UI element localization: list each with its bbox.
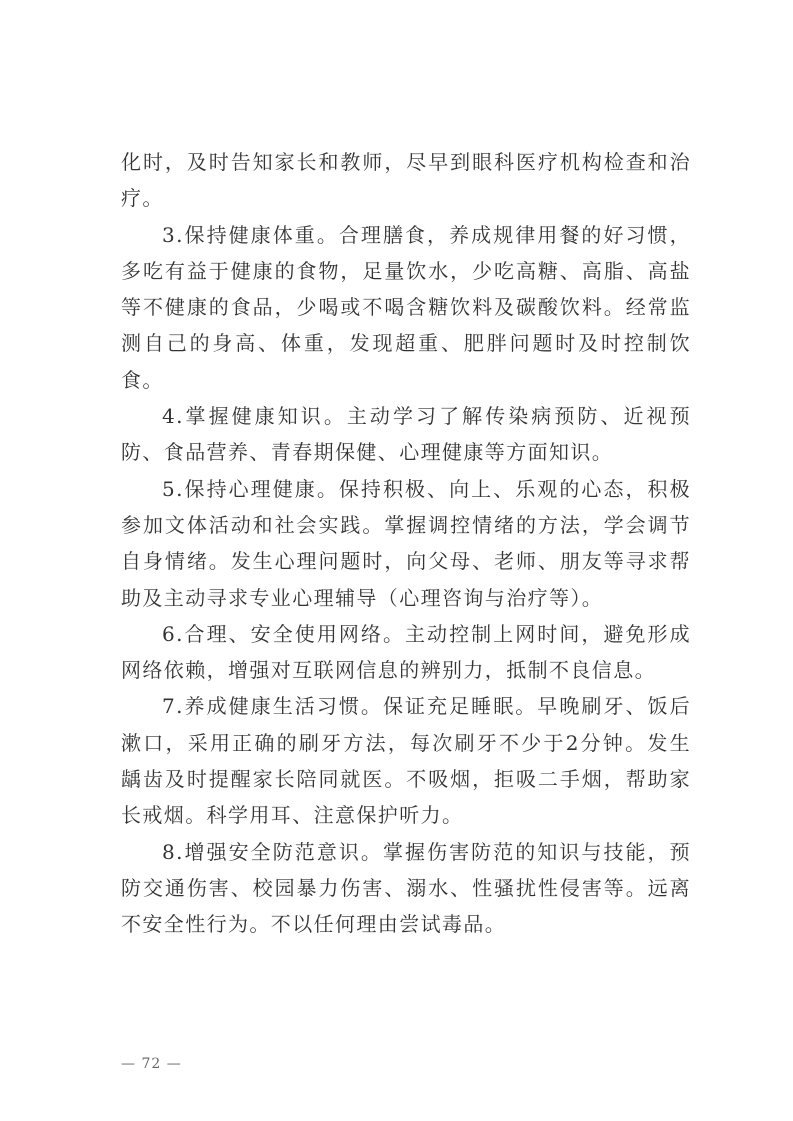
page-number: — 72 — [121,1056,182,1072]
paragraph-mental-health: 5.保持心理健康。保持积极、向上、乐观的心态，积极参加文体活动和社会实践。掌握调控情绪的方法，学会调节自身情绪。发生心理问题时，向父母、老师、朋友等寻求帮助及主动寻求专业心理辅导（心理咨询与治疗等）。 [121,476,691,610]
paragraph-internet-use: 6.合理、安全使用网络。主动控制上网时间，避免形成网络依赖，增强对互联网信息的辨别力，抵制不良信息。 [121,621,691,683]
paragraph-safety-awareness: 8.增强安全防范意识。掌握伤害防范的知识与技能，预防交通伤害、校园暴力伤害、溺水、性骚扰性侵害等。远离不安全性行为。不以任何理由尝试毒品。 [121,839,691,937]
paragraph-healthy-weight: 3.保持健康体重。合理膳食，养成规律用餐的好习惯，多吃有益于健康的食物，足量饮水，少吃高糖、高脂、高盐等不健康的食品，少喝或不喝含糖饮料及碳酸饮料。经常监测自己的身高、体重，发现超重、肥胖问题时及时控制饮食。 [121,222,691,392]
paragraph-continuation: 化时，及时告知家长和教师，尽早到眼科医疗机构检查和治疗。 [121,150,691,211]
paragraph-living-habits: 7.养成健康生活习惯。保证充足睡眠。早晚刷牙、饭后漱口，采用正确的刷牙方法，每次刷牙不少于2分钟。发生龋齿及时提醒家长陪同就医。不吸烟，拒吸二手烟，帮助家长戒烟。科学用耳、注意保护听力。 [121,694,691,828]
paragraph-health-knowledge: 4.掌握健康知识。主动学习了解传染病预防、近视预防、食品营养、青春期保健、心理健康等方面知识。 [121,404,691,465]
body-text [121,144,691,943]
